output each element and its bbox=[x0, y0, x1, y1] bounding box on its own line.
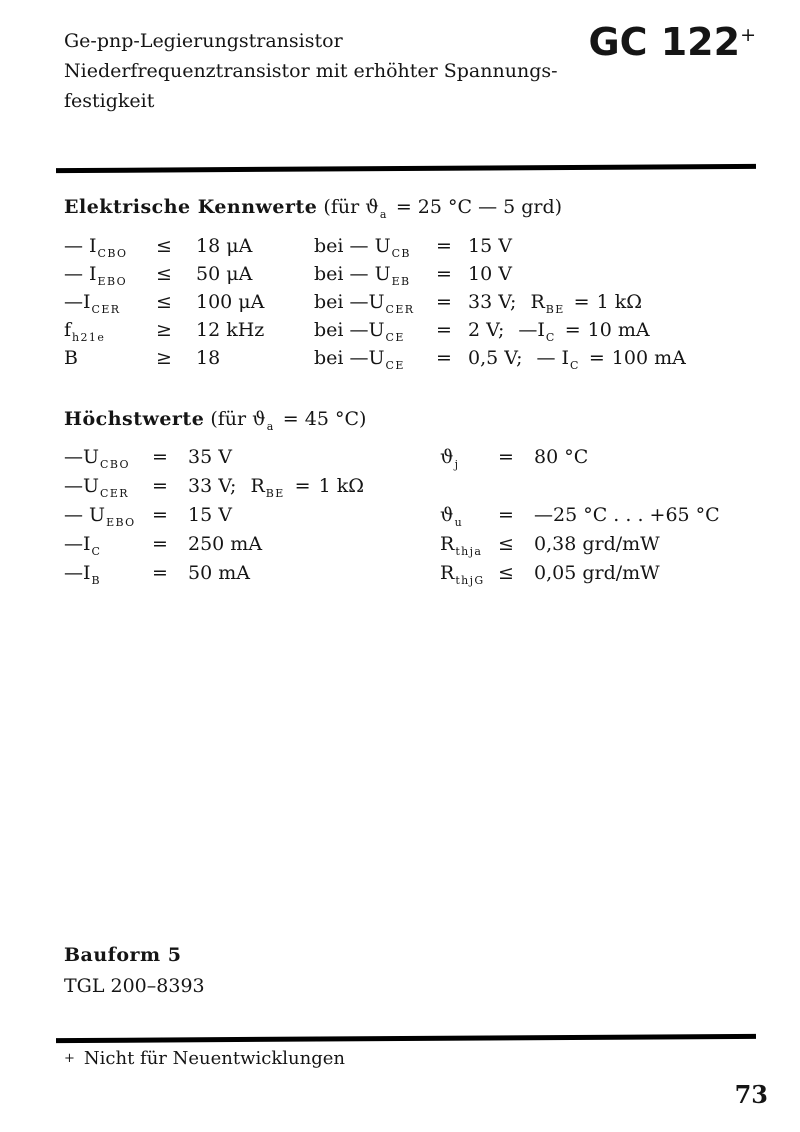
condition2-subscript: C bbox=[545, 331, 556, 344]
condition-symbol bbox=[314, 347, 436, 375]
tgl-standard: TGL 200–8393 bbox=[64, 975, 205, 997]
section-heading-hoechstwerte bbox=[64, 408, 774, 433]
condition2-subscript: BE bbox=[265, 487, 285, 500]
part-number-footnote-mark: + bbox=[740, 24, 756, 46]
value: 12 kHz bbox=[196, 319, 265, 341]
condition-value: 0,5 V; bbox=[468, 347, 523, 369]
symbol-main: —U bbox=[64, 446, 100, 468]
condition-main: bei —U bbox=[314, 319, 385, 341]
theta-symbol: ϑ bbox=[365, 196, 379, 218]
symbol-subscript: CER bbox=[91, 303, 121, 316]
symbol-main: — U bbox=[64, 504, 106, 526]
symbol bbox=[440, 562, 498, 587]
value: —25 °C . . . +65 °C bbox=[534, 504, 720, 526]
condition-subscript: CE bbox=[385, 331, 405, 344]
condition-relation: = bbox=[436, 347, 452, 369]
symbol bbox=[64, 504, 152, 533]
heading-condition-post: = 25 °C — 5 grd) bbox=[389, 196, 563, 218]
relation: = bbox=[152, 562, 168, 584]
condition2-symbol bbox=[250, 475, 286, 504]
heading-condition-post: = 45 °C) bbox=[276, 408, 367, 430]
row-ic bbox=[64, 533, 774, 562]
footnote-text: Nicht für Neuentwicklungen bbox=[83, 1048, 345, 1069]
symbol-main: —U bbox=[64, 475, 100, 497]
condition-subscript: CB bbox=[391, 247, 411, 260]
value: 50 mA bbox=[188, 562, 250, 584]
value: 250 mA bbox=[188, 533, 263, 555]
symbol-main: —I bbox=[64, 562, 91, 584]
condition2-value: 1 kΩ bbox=[596, 291, 642, 313]
condition2-relation: = bbox=[588, 347, 605, 369]
condition bbox=[314, 291, 642, 319]
symbol-main: R bbox=[440, 562, 455, 584]
symbol-subscript: C bbox=[91, 545, 102, 558]
relation: ≤ bbox=[156, 235, 172, 257]
relation: = bbox=[498, 504, 514, 526]
condition2-value: 10 mA bbox=[587, 319, 650, 341]
footnote bbox=[64, 1048, 345, 1069]
condition2-main: —I bbox=[518, 319, 545, 341]
relation: ≥ bbox=[156, 347, 172, 369]
condition bbox=[314, 263, 512, 291]
symbol bbox=[64, 533, 152, 562]
section-hoechstwerte bbox=[64, 408, 774, 596]
condition-subscript: EB bbox=[391, 275, 411, 288]
symbol bbox=[440, 446, 498, 471]
symbol-subscript: CBO bbox=[100, 458, 130, 471]
condition-value: 2 V; bbox=[468, 319, 505, 341]
value: 80 °C bbox=[534, 446, 589, 468]
description-line-1: Ge-pnp-Legierungstransistor bbox=[64, 30, 343, 52]
condition2-symbol bbox=[530, 291, 566, 319]
condition-value: 15 V bbox=[468, 235, 512, 257]
heading-bold: Elektrische Kennwerte bbox=[64, 196, 318, 218]
condition2-main: R bbox=[530, 291, 545, 313]
symbol bbox=[64, 235, 156, 263]
row-ib bbox=[64, 562, 774, 591]
condition-symbol bbox=[314, 319, 436, 347]
theta-symbol: ϑ bbox=[252, 408, 266, 430]
bauform-label: Bauform 5 bbox=[64, 944, 182, 966]
symbol bbox=[64, 347, 156, 375]
value: 15 V bbox=[188, 504, 232, 526]
page-number: 73 bbox=[734, 1080, 768, 1109]
value: 33 V; bbox=[188, 475, 237, 497]
condition2-main: R bbox=[250, 475, 265, 497]
symbol-main: —I bbox=[64, 291, 91, 313]
hoechstwerte-rows bbox=[64, 446, 774, 596]
symbol bbox=[64, 263, 156, 291]
relation: ≤ bbox=[156, 263, 172, 285]
section-heading-kennwerte bbox=[64, 196, 774, 221]
symbol-subscript: B bbox=[91, 574, 101, 587]
condition2-relation: = bbox=[294, 475, 311, 497]
kennwerte-rows bbox=[64, 235, 774, 375]
part-number bbox=[588, 20, 756, 64]
symbol-subscript: CBO bbox=[97, 247, 128, 260]
footnote-mark: + bbox=[64, 1051, 75, 1066]
relation: ≤ bbox=[498, 533, 514, 555]
relation: = bbox=[152, 446, 168, 468]
heading-condition-pre: (für bbox=[323, 196, 366, 218]
symbol bbox=[440, 504, 498, 529]
condition bbox=[314, 319, 650, 347]
heading-condition-pre: (für bbox=[210, 408, 253, 430]
symbol-main: — I bbox=[64, 263, 97, 285]
divider-rule-bottom bbox=[56, 1034, 756, 1043]
condition-relation: = bbox=[436, 235, 452, 257]
row-iebo bbox=[64, 263, 774, 291]
row-b bbox=[64, 347, 774, 375]
condition-subscript: CER bbox=[385, 303, 415, 316]
relation: = bbox=[498, 446, 514, 468]
condition-value: 10 V bbox=[468, 263, 512, 285]
device-description bbox=[64, 26, 604, 116]
condition-subscript: CE bbox=[385, 359, 405, 372]
symbol bbox=[64, 291, 156, 319]
condition2-subscript: BE bbox=[545, 303, 565, 316]
condition-main: bei — U bbox=[314, 263, 391, 285]
symbol bbox=[64, 475, 152, 504]
symbol-subscript: u bbox=[454, 516, 464, 529]
row-theta-u bbox=[440, 504, 720, 529]
symbol-subscript: CER bbox=[100, 487, 129, 500]
condition bbox=[314, 235, 512, 263]
relation: ≥ bbox=[156, 319, 172, 341]
description-line-2: Niederfrequenztransistor mit erhöhter Spannungs- bbox=[64, 60, 558, 82]
condition-relation: = bbox=[436, 319, 452, 341]
value: 0,38 grd/mW bbox=[534, 533, 660, 555]
relation: = bbox=[152, 475, 168, 497]
symbol-main: — I bbox=[64, 235, 97, 257]
section-elektrische-kennwerte bbox=[64, 196, 774, 375]
symbol-subscript: h21e bbox=[72, 331, 106, 344]
symbol-main: ϑ bbox=[440, 504, 454, 526]
symbol-main: ϑ bbox=[440, 446, 454, 468]
condition-main: bei —U bbox=[314, 291, 385, 313]
condition-main: bei — U bbox=[314, 235, 391, 257]
condition-symbol bbox=[314, 235, 436, 263]
value: 18 μA bbox=[196, 235, 253, 257]
condition-value: 33 V; bbox=[468, 291, 517, 313]
row-ucbo bbox=[64, 446, 774, 475]
condition-symbol bbox=[314, 291, 436, 319]
value: 18 bbox=[196, 347, 221, 369]
value: 50 μA bbox=[196, 263, 253, 285]
condition-main: bei —U bbox=[314, 347, 385, 369]
relation: ≤ bbox=[498, 562, 514, 584]
condition2-relation: = bbox=[573, 291, 590, 313]
symbol-main: —I bbox=[64, 533, 91, 555]
symbol-subscript: EBO bbox=[106, 516, 136, 529]
condition2-symbol bbox=[518, 319, 557, 347]
symbol-main: R bbox=[440, 533, 455, 555]
relation: = bbox=[152, 533, 168, 555]
symbol-subscript: thjG bbox=[455, 574, 485, 587]
symbol bbox=[64, 562, 152, 591]
value: 35 V bbox=[188, 446, 232, 468]
row-rthja bbox=[440, 533, 660, 558]
symbol bbox=[64, 446, 152, 475]
value: 0,05 grd/mW bbox=[534, 562, 660, 584]
symbol bbox=[64, 319, 156, 347]
description-line-3: festigkeit bbox=[64, 90, 155, 112]
symbol bbox=[440, 533, 498, 558]
theta-subscript: a bbox=[266, 420, 275, 433]
package-info bbox=[64, 940, 205, 1002]
row-icbo bbox=[64, 235, 774, 263]
row-ucer bbox=[64, 475, 774, 504]
condition-relation: = bbox=[436, 291, 452, 313]
theta-subscript: a bbox=[379, 208, 388, 221]
condition2-value: 100 mA bbox=[611, 347, 686, 369]
divider-rule-top bbox=[56, 164, 756, 173]
symbol-main: B bbox=[64, 347, 78, 369]
condition2-subscript: C bbox=[570, 359, 580, 372]
symbol-subscript: thja bbox=[455, 545, 483, 558]
symbol-main: f bbox=[64, 319, 72, 341]
condition-relation: = bbox=[436, 263, 452, 285]
relation: ≤ bbox=[156, 291, 172, 313]
value: 100 μA bbox=[196, 291, 265, 313]
symbol-subscript: j bbox=[454, 458, 460, 471]
symbol-subscript: EBO bbox=[97, 275, 128, 288]
condition-symbol bbox=[314, 263, 436, 291]
condition bbox=[314, 347, 686, 375]
condition2-relation: = bbox=[564, 319, 581, 341]
relation: = bbox=[152, 504, 168, 526]
heading-bold: Höchstwerte bbox=[64, 408, 205, 430]
condition2-main: — I bbox=[536, 347, 570, 369]
row-fh21e bbox=[64, 319, 774, 347]
condition2-symbol bbox=[536, 347, 581, 375]
row-theta-j bbox=[440, 446, 589, 471]
row-rthjg bbox=[440, 562, 660, 587]
part-number-text: GC 122 bbox=[588, 20, 741, 64]
row-icer bbox=[64, 291, 774, 319]
condition2-value: 1 kΩ bbox=[318, 475, 364, 497]
